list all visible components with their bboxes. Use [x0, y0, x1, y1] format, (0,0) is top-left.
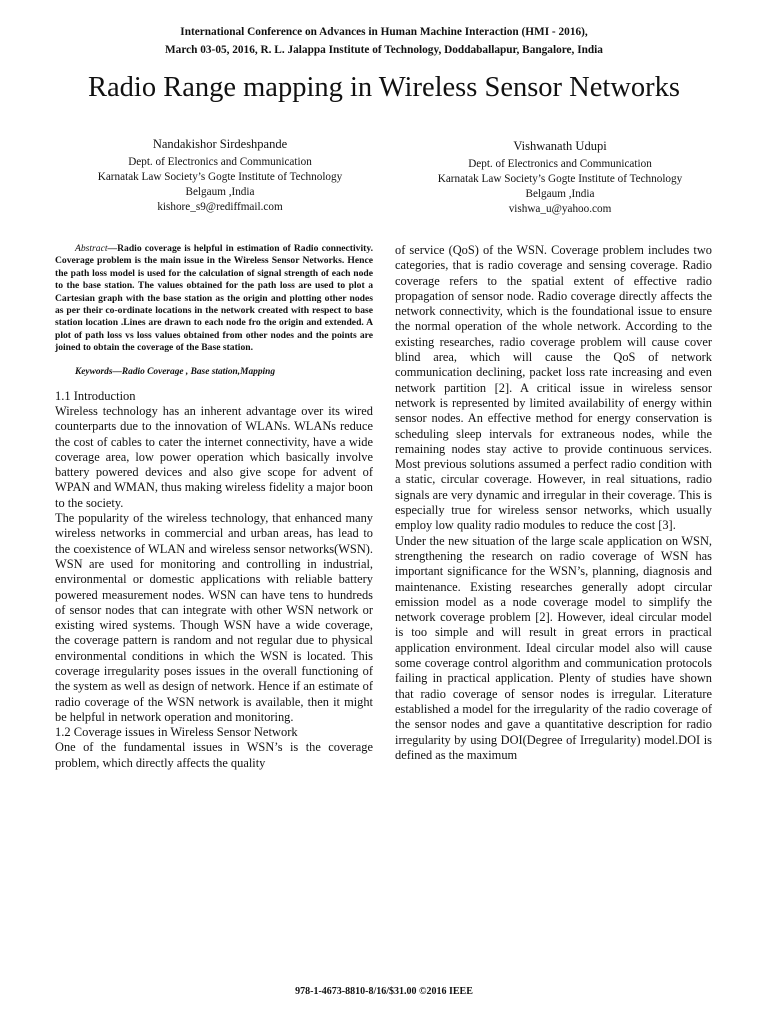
author-name: Vishwanath Udupi	[513, 139, 607, 153]
abstract-text: Radio coverage is helpful in estimation of Radio connectivity. Coverage problem is the main issue in the Wireless Sensor Networks. Hence the path loss model is used for the calculation of signal strength of each node to the base station. The values obtained for the path loss are used to plot a Cartesian graph with the base station as the origin and plotting other nodes as per their co-ordinate locations in the network created with respect to base station location .Lines are drawn to each node fro the origin and extended. A plot of path loss vs loss values obtained from other nodes and the points are joined to obtain the coverage of the Base station.	[55, 243, 373, 354]
abstract	[55, 243, 373, 355]
author-dept: Dept. of Electronics and Communication	[468, 158, 652, 170]
abstract-dash: —	[107, 243, 118, 254]
author-email: vishwa_u@yahoo.com	[508, 203, 612, 215]
author-institute: Karnatak Law Society’s Gogte Institute of Technology	[97, 171, 343, 183]
section-heading-introduction: 1.1 Introduction	[55, 388, 136, 403]
author-name: Nandakishor Sirdeshpande	[152, 137, 288, 151]
paper-title: Radio Range mapping in Wireless Sensor Networks	[88, 72, 680, 103]
intro-paragraph-1: Wireless technology has an inherent advantage over its wired counterparts due to the innovation of WLANs. WLANs reduce the cost of cables to cater the internet connectivity, have a wide coverage area, low power operation which basically involve battery powered devices and also give scope for advent of WPAN and WMAN, thus making wireless fidelity a major boon to the society.	[55, 403, 373, 510]
footer-copyright: 978-1-4673-8810-8/16/$31.00 ©2016 IEEE	[295, 986, 473, 997]
author-institute: Karnatak Law Society’s Gogte Institute of Technology	[437, 173, 683, 185]
right-column	[395, 243, 712, 763]
author-email: kishore_s9@rediffmail.com	[157, 201, 283, 213]
keywords: Keywords—Radio Coverage , Base station,Mapping	[75, 366, 276, 377]
author-dept: Dept. of Electronics and Communication	[128, 156, 312, 168]
right-paragraph-1: of service (QoS) of the WSN. Coverage problem includes two categories, that is radio coverage and sensing coverage. Radio coverage refers to the spatial extent of effective radio propagation of sensor node. Radio coverage directly affects the network connectivity, which is the foundational issue to ensure the normal operation of the whole network. According to the existing researches, radio coverage problem will cause cover blind area, which will cause the QoS of network communication declining, packet loss rate increasing and even network partition [2]. A critical issue in wireless sensor network is represented by limited availability of energy within sensor nodes. An effective method for energy conservation is scheduling sleep intervals for extraneous nodes, while the remaining nodes stay active to provide continuous services. Most previous solutions assumed a perfect radio condition with a static, circular coverage. However, in real situations, radio signals are very dynamic and irregular in their coverage. This is especially true for wireless sensor networks, which usually employ low quality radio modules to reduce the cost [3].	[395, 243, 712, 533]
intro-paragraph-2: The popularity of the wireless technology, that enhanced many wireless networks in commercial and urban areas, has lead to the coexistence of WLAN and wireless sensor networks(WSN). WSN are used for monitoring and controlling in industrial, environmental or domestic applications with reliable battery powered measurement nodes. WSN can have tens to hundreds of sensor nodes that can integrate with other WSN network or existing wired systems. Though WSN have a wide coverage, the coverage pattern is random and not regular due to physical environmental conditions in which the WSN is located. This coverage irregularity poses issues in the overall functioning of the system as well as design of network. Hence if an estimate of radio coverage of the WSN network is available, then it might be helpful in network operation and monitoring.	[55, 511, 373, 724]
conference-line-1: International Conference on Advances in Human Machine Interaction (HMI - 2016),	[180, 26, 588, 38]
abstract-label: Abstract	[75, 243, 108, 254]
author-block-2	[400, 138, 720, 217]
author-block-1	[70, 136, 370, 215]
coverage-paragraph-1: One of the fundamental issues in WSN’s is the coverage problem, which directly affects the quality	[55, 740, 373, 770]
section-heading-coverage: 1.2 Coverage issues in Wireless Sensor Network	[55, 725, 298, 740]
conference-line-2: March 03-05, 2016, R. L. Jalappa Institute of Technology, Doddaballapur, Bangalore, India	[165, 44, 603, 56]
author-city: Belgaum ,India	[185, 186, 255, 198]
right-paragraph-2: Under the new situation of the large scale application on WSN, strengthening the research on radio coverage of WSN has important significance for the WSN’s, planning, diagnosis and maintenance. Existing researches generally adopt circular emission model as a node coverage model to simplify the network coverage problem [2]. However, ideal circular model is too simple and will result in great errors in practical application environment. Ideal circular model also will cause some coverage control algorithm and communication protocols failing in practical application. Plenty of studies have shown that radio coverage of sensor nodes is irregular. Literature established a model for the irregularity of the radio coverage of the sensor nodes and gave a quantitative description for radio irregularity by using DOI(Degree of Irregularity) model.DOI is defined as the maximum	[395, 533, 712, 762]
author-city: Belgaum ,India	[525, 188, 595, 200]
left-column	[55, 243, 373, 771]
